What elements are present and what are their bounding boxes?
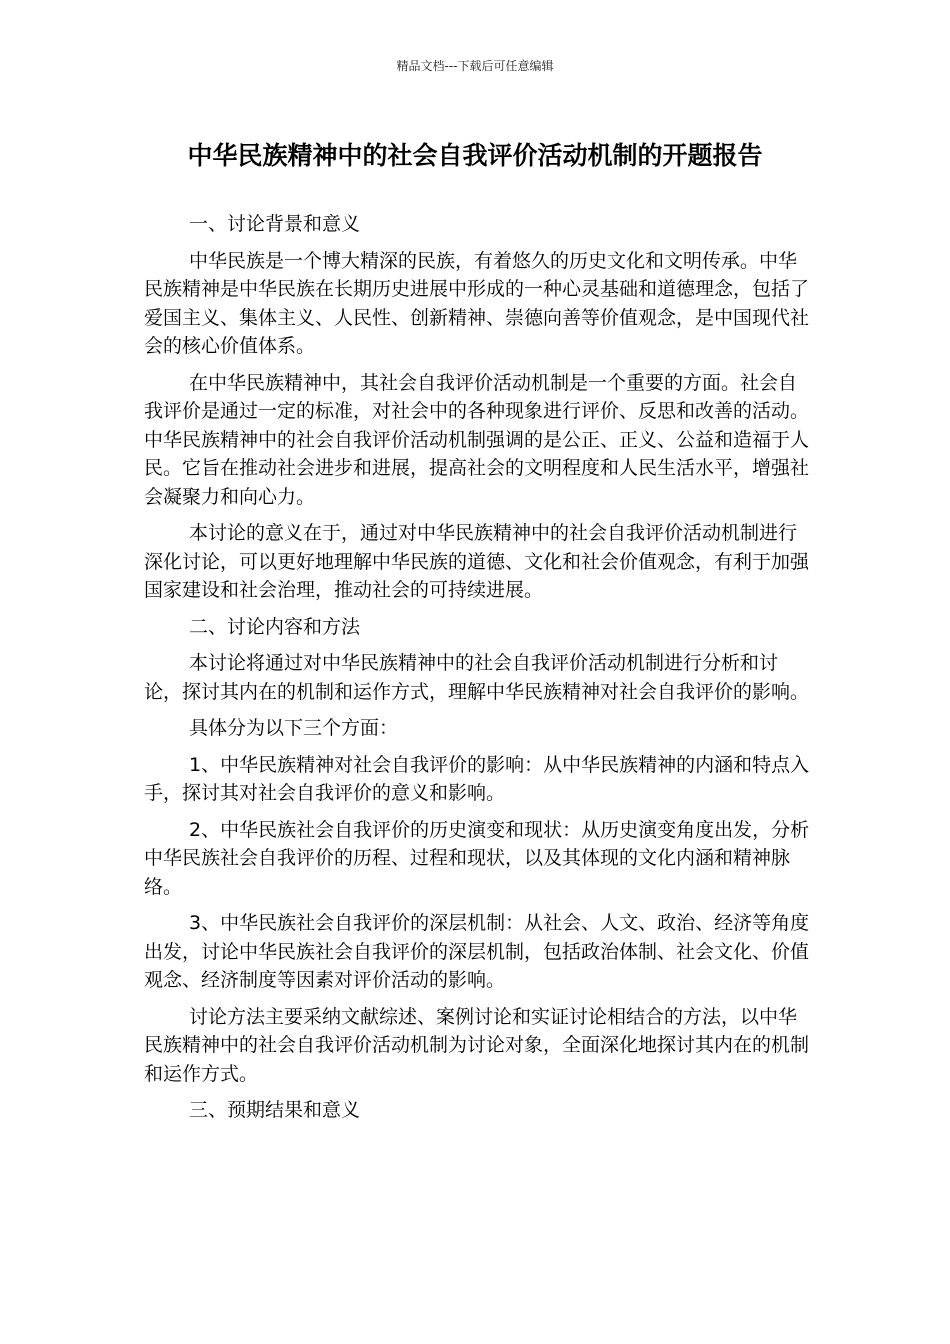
document-title: 中华民族精神中的社会自我评价活动机制的开题报告 bbox=[187, 141, 763, 170]
section-heading-3: 三、预期结果和意义 bbox=[189, 1099, 361, 1121]
paragraph-1: 中华民族是一个博大精深的民族，有着悠久的历史文化和文明传承。中华民族精神是中华民族在长期历史进展中形成的一种心灵基础和道德理念，包括了爱国主义、集体主义、人民性、创新精神、崇德向善等价值观念，是中国现代社会的核心价值体系。 bbox=[144, 249, 810, 357]
paragraph-4: 本讨论将通过对中华民族精神中的社会自我评价活动机制进行分析和讨论，探讨其内在的机制和运作方式，理解中华民族精神对社会自我评价的影响。 bbox=[144, 652, 810, 703]
paragraph-3: 本讨论的意义在于，通过对中华民族精神中的社会自我评价活动机制进行深化讨论，可以更好地理解中华民族的道德、文化和社会价值观念，有利于加强国家建设和社会治理，推动社会的可持续进展。 bbox=[144, 522, 810, 601]
section-heading-1: 一、讨论背景和意义 bbox=[189, 213, 361, 235]
list-item-3: 3、中华民族社会自我评价的深层机制：从社会、人文、政治、经济等角度出发，讨论中华民族社会自我评价的深层机制，包括政治体制、社会文化、价值观念、经济制度等因素对评价活动的影响。 bbox=[144, 912, 810, 991]
document-body bbox=[144, 210, 814, 1133]
header-note: 精品文档---下载后可任意编辑 bbox=[396, 59, 554, 73]
list-item-1: 1、中华民族精神对社会自我评价的影响：从中华民族精神的内涵和特点入手，探讨其对社会自我评价的意义和影响。 bbox=[144, 753, 810, 804]
list-item-2: 2、中华民族社会自我评价的历史演变和现状：从历史演变角度出发，分析中华民族社会自我评价的历程、过程和现状，以及其体现的文化内涵和精神脉络。 bbox=[144, 818, 810, 898]
paragraph-5: 具体分为以下三个方面： bbox=[189, 717, 399, 739]
section-heading-2: 二、讨论内容和方法 bbox=[189, 615, 361, 638]
paragraph-6: 讨论方法主要采纳文献综述、案例讨论和实证讨论相结合的方法，以中华民族精神中的社会自我评价活动机制为讨论对象，全面深化地探讨其内在的机制和运作方式。 bbox=[144, 1005, 810, 1085]
paragraph-2: 在中华民族精神中，其社会自我评价活动机制是一个重要的方面。社会自我评价是通过一定的标准，对社会中的各种现象进行评价、反思和改善的活动。中华民族精神中的社会自我评价活动机制强调的是公正、正义、公益和造福于人民。它旨在推动社会进步和进展，提高社会的文明程度和人民生活水平，增强社会凝聚力和向心力。 bbox=[144, 371, 810, 508]
